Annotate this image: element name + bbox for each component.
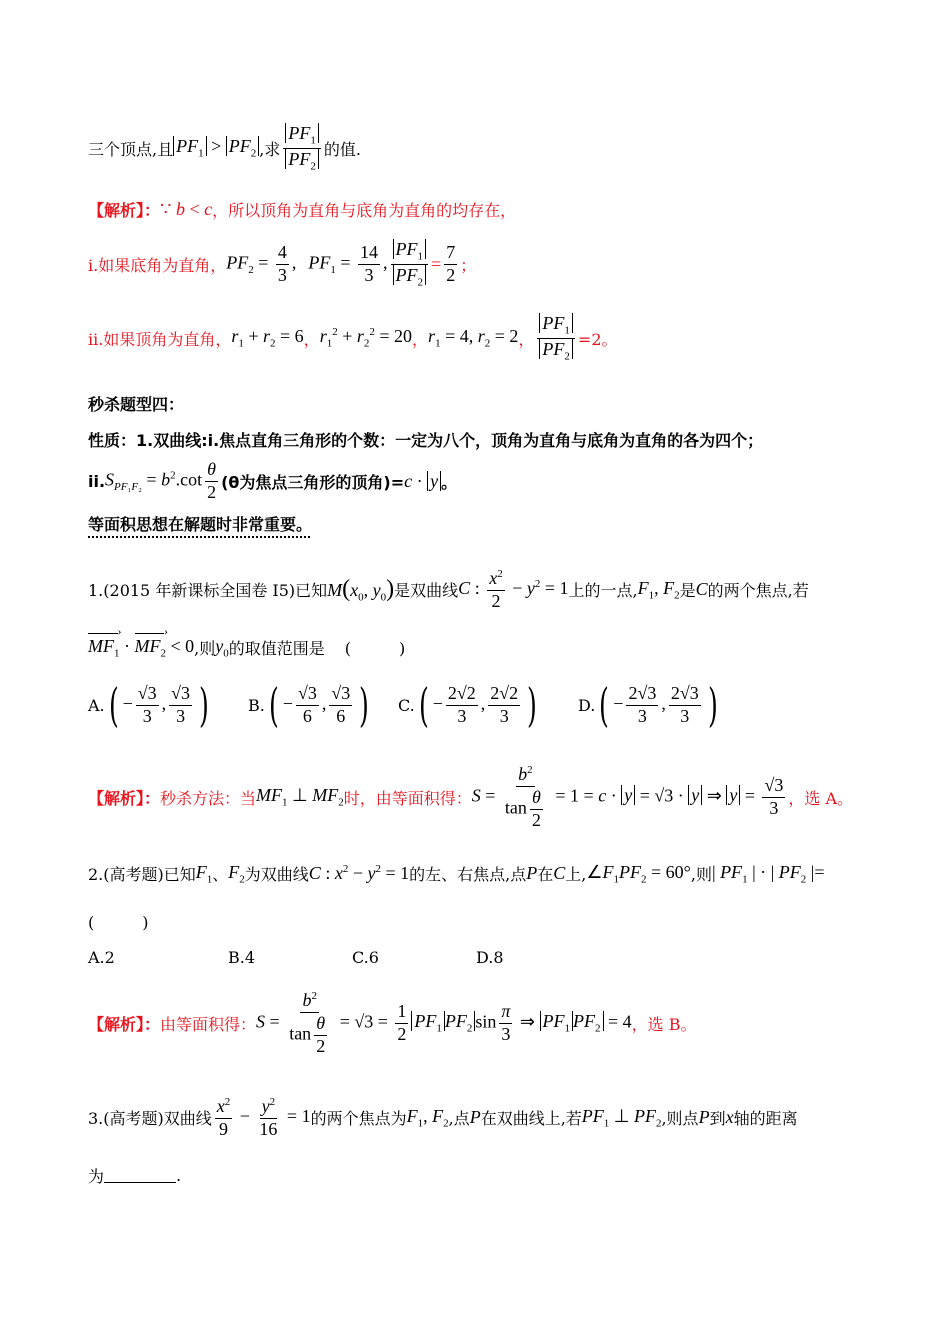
option-den: 3	[142, 705, 152, 726]
case-i-label: i.如果底角为直角，	[88, 255, 227, 275]
q1-hyperbola: C : $\frac{x^2}{2}$ − $y^2 = 1$	[458, 568, 569, 611]
q1-stem-c: 上的一点,	[568, 581, 638, 601]
option-den: 3	[637, 705, 647, 726]
case-ii-result: =2。	[577, 329, 618, 349]
q1-foci: $F_1$, $F_2$	[637, 578, 680, 602]
q1-point-m: $M(x_0$, $y_0$)	[327, 576, 395, 604]
q2-option-d: D.8	[476, 948, 504, 967]
intro-text-c: 的值.	[323, 139, 361, 159]
q2-option-c: C.6	[352, 948, 379, 967]
case-i-eq: =	[431, 253, 442, 274]
case-ii-ratio: $\frac{PF_1}{PF_2}$	[534, 314, 578, 362]
q1-stem-a: 1.(2015 年新课标全国卷 I5)已知	[88, 581, 328, 601]
q2-formula: S = $b^2$ tan $\frac{\theta}{2}$ = √3 = $\frac{1}{2}$ $PF_1$ $PF_2$ sin $\frac{\pi}{3}$ ⇒ $PF_1$ $PF_2 = 4$	[256, 990, 632, 1056]
q3-perp: $PF_1$ ⊥ $PF_2$	[581, 1106, 662, 1130]
q2-angle: $\angle F_1PF_2 = 60^\circ$	[586, 862, 691, 886]
option-den: 6	[302, 705, 312, 726]
q1-option-c: C. ( − $\frac{2√2}{3}$ , $\frac{2√2}{3}$ )	[398, 678, 538, 732]
q3-stem	[88, 1096, 798, 1140]
q2-stem-a: 2.(高考题)已知	[88, 865, 196, 885]
q1-stem2	[88, 636, 405, 660]
q1-analysis-a: 秒杀方法：当	[160, 788, 257, 808]
q1-c: C	[695, 579, 708, 600]
q3-p2: P	[698, 1107, 710, 1128]
option-den: 3	[457, 705, 467, 726]
q2-p: P	[526, 863, 538, 884]
q2-analysis-a: 由等面积得：	[160, 1014, 257, 1034]
q1-stem-b: 是双曲线	[394, 581, 459, 601]
q3-stem-c: ,点	[448, 1109, 470, 1129]
option-label: A.	[88, 695, 105, 715]
q1-perp: $MF_1$ ⊥ $MF_2$	[256, 785, 344, 809]
option-label: D.	[578, 695, 596, 715]
section-property: 性质：1.双曲线:i.焦点直角三角形的个数：一定为八个，顶角为直角与底角为直角的各为四个；	[88, 431, 764, 450]
q1-y0: $y_0$	[215, 636, 229, 660]
q1-dot-product: $MF_1$ › · $MF_2$ › < 0	[88, 636, 194, 660]
q3-stem-g: 轴的距离	[733, 1109, 798, 1129]
section-ii-prefix: ii.	[88, 471, 106, 491]
q3-p: P	[469, 1107, 481, 1128]
case-i	[88, 240, 476, 288]
q2-option-a: A.2	[88, 948, 115, 967]
analysis-tag: 【解析】：	[88, 788, 161, 808]
option-num: 2√2	[446, 684, 478, 706]
formula-ratio: $\frac{PF_1}{PF_2}$	[283, 124, 321, 172]
option-num: √3	[296, 684, 319, 706]
q3-stem-f: 到	[709, 1109, 726, 1129]
case-ii-eq3: $r_1 = 4$, $r_2 = 2$	[428, 326, 519, 350]
section-ii-end: 。	[441, 472, 458, 492]
analysis-0	[88, 198, 516, 221]
q1-stem-d: 是	[679, 581, 696, 601]
analysis-tag: 【解析】：	[88, 201, 161, 220]
case-ii-eq2: $r_1^2 + r_2^2 = 20$	[319, 326, 413, 350]
q2-paren: ( )	[88, 913, 149, 932]
q2-f1: $F_1$	[195, 862, 213, 886]
q2-stem-e: 在	[537, 865, 554, 885]
q2-product: | $PF_1$ | · | $PF_2$ |=	[711, 862, 825, 886]
q2-c: C	[553, 863, 566, 884]
formula-abs-pf1-gt-pf2: $PF_1 > PF_2$	[173, 136, 259, 160]
formula-area: $S_{PF_1F_2} = b^2.\cot$ $\frac{\theta}{2}$	[105, 459, 217, 502]
q3-stem2	[88, 1164, 181, 1187]
q1-analysis-b: 时，由等面积得：	[343, 788, 472, 808]
case-ii: ii.如果顶角为直角， $r_1 + r_2 = 6$ ， $r_1^2 + r_2^2 = 20$ ， $r_1 = 4$, $r_2 = 2$ ， $\frac{PF_1}{PF_2}$ =2。	[88, 313, 618, 363]
q2-stem-f: 上,	[565, 865, 587, 885]
case-i-ratio: $\frac{PF_1}{PF_2}$	[388, 240, 432, 288]
q2-stem	[88, 862, 825, 886]
q2-stem-c: 为双曲线	[244, 865, 309, 885]
q2-stem-g: ,则	[690, 865, 712, 885]
q2-hyperbola: C : $x^2 - y^2 = 1$	[308, 863, 410, 884]
section-title: 秒杀题型四：	[88, 395, 185, 414]
analysis-tag: 【解析】：	[88, 1014, 161, 1034]
case-ii-label: ii.如果顶角为直角，	[88, 329, 232, 349]
option-num: √3	[136, 684, 159, 706]
case-i-pf2: $PF_2$ = $\frac{4}{3}$ ,	[226, 241, 297, 285]
q1-option-d: D. ( − $\frac{2√3}{3}$ , $\frac{2√3}{3}$ )	[578, 678, 718, 732]
section-emphasis	[88, 512, 312, 535]
q2-stem-b: 、	[212, 865, 229, 885]
q1-stem-e: 的两个焦点,若	[707, 581, 809, 601]
section-ii	[88, 460, 457, 503]
q3-stem-a: 3.(高考题)双曲线	[88, 1109, 212, 1129]
emphasis-text: 等面积思想在解题时非常重要。	[88, 515, 313, 534]
answer-blank[interactable]	[104, 1168, 176, 1183]
q2-options	[88, 948, 556, 967]
q3-x: x	[725, 1107, 734, 1128]
formula-c-abs-y: c · y	[404, 471, 441, 492]
q1-formula: S = $b^2$ tan $\frac{\theta}{2}$ = 1 = c · y = √3 · y ⇒ y = $\frac{√3}{3}$	[471, 764, 784, 830]
q1-stem2-b: 的取值范围是	[228, 639, 325, 659]
q3-hyperbola: $\frac{x^2}{9}$ − $\frac{y^2}{16}$ = 1	[216, 1096, 311, 1139]
analysis-premise: ∵ b < c	[160, 199, 213, 219]
case-i-pf1: $PF_1$ = $\frac{14}{3}$ ,	[308, 241, 388, 285]
section-ii-note: (θ为焦点三角形的顶角)=	[221, 472, 405, 492]
option-label: B.	[248, 695, 265, 715]
q3-stem2-end: .	[176, 1166, 182, 1185]
option-label: C.	[398, 695, 415, 715]
q3-stem-e: ,则点	[661, 1109, 699, 1129]
q1-stem2-a: ,则	[194, 639, 216, 659]
q2-analysis	[88, 990, 697, 1056]
case-i-result: $\frac{7}{2}$	[446, 241, 456, 285]
q2-f2: $F_2$	[228, 862, 245, 886]
intro-text-a: 三个顶点,且	[88, 139, 174, 159]
q3-stem-d: 在双曲线上,若	[480, 1109, 582, 1129]
q3-stem2-text: 为	[88, 1167, 105, 1186]
q1-stem	[88, 568, 809, 612]
intro-text-b: ,求	[259, 139, 281, 159]
q2-analysis-c: ，选 B。	[631, 1014, 697, 1034]
analysis-text: ，所以顶角为直角与底角为直角的均存在，	[212, 201, 517, 220]
q1-options	[88, 678, 758, 732]
intro-line	[88, 124, 361, 172]
q1-analysis-c: ，选 A。	[788, 788, 854, 808]
option-num: 2√3	[626, 684, 658, 706]
q2-stem-d: 的左、右焦点,点	[409, 865, 527, 885]
case-i-end: ；	[460, 255, 477, 275]
q1-option-a: A. ( − $\frac{√3}{3}$ , $\frac{√3}{3}$ )	[88, 678, 209, 732]
q1-stem2-c: ( )	[344, 639, 406, 659]
q1-analysis	[88, 764, 853, 830]
case-ii-eq1: $r_1 + r_2 = 6$	[231, 326, 304, 350]
q3-stem-b: 的两个焦点为	[310, 1109, 407, 1129]
q1-option-b: B. ( − $\frac{√3}{6}$ , $\frac{√3}{6}$ )	[248, 678, 370, 732]
q2-option-b: B.4	[228, 948, 256, 967]
q3-foci: $F_1$, $F_2$	[406, 1106, 449, 1130]
